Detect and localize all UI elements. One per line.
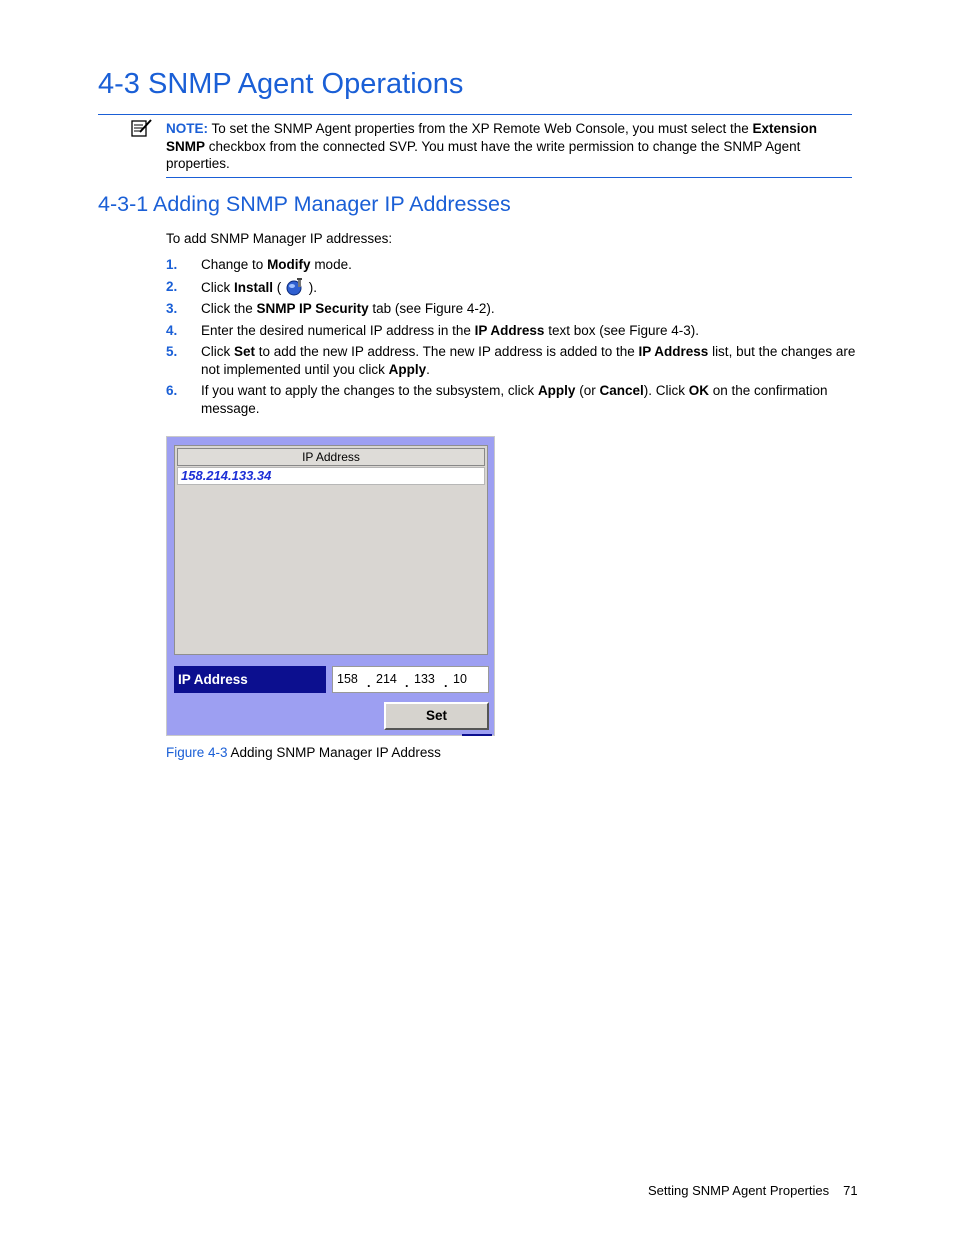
step-fragment: on the confirmation message. — [201, 383, 828, 416]
step-number: 2. — [166, 279, 178, 294]
note-text-1: To set the SNMP Agent properties from the XP Remote Web Console, you must select the — [208, 121, 753, 136]
page-footer — [648, 1183, 858, 1198]
step-fragment: tab (see Figure 4-2). — [368, 301, 495, 316]
note-text-2: checkbox from the connected SVP. You must have the write permission to change the SNMP Agent properties. — [166, 138, 801, 171]
step-fragment: Change to — [201, 257, 268, 272]
step-text — [201, 382, 858, 418]
ip-address-label: IP Address — [174, 666, 326, 693]
figure-screenshot — [166, 436, 495, 736]
heading-rule — [98, 114, 852, 115]
install-icon — [285, 278, 305, 296]
octet-separator: . — [405, 676, 409, 690]
ip-octet-4[interactable]: 10 — [453, 672, 467, 686]
note-rule — [166, 177, 852, 178]
step-bold: SNMP IP Security — [256, 301, 369, 316]
step-text — [201, 300, 858, 318]
step-text — [201, 343, 858, 379]
step-number: 3. — [166, 301, 178, 316]
note-paragraph — [166, 120, 846, 173]
footer-title: Setting SNMP Agent Properties — [648, 1183, 830, 1198]
step-fragment: Click — [201, 280, 234, 295]
step-bold: OK — [688, 383, 709, 398]
step-fragment: (or — [575, 383, 600, 398]
step-text — [201, 322, 858, 340]
step-fragment: mode. — [310, 257, 352, 272]
step-fragment: Click — [201, 344, 234, 359]
step-bold: IP Address — [638, 344, 709, 359]
figure-label: Figure 4-3 — [166, 745, 228, 760]
step-fragment: Click the — [201, 301, 257, 316]
step-bold: Modify — [267, 257, 311, 272]
note-icon — [131, 118, 153, 138]
octet-separator: . — [444, 676, 448, 690]
ip-octet-2[interactable]: 214 — [376, 672, 397, 686]
figure-caption-text: Adding SNMP Manager IP Address — [227, 745, 441, 760]
intro-text: To add SNMP Manager IP addresses: — [166, 231, 393, 246]
step-fragment: Enter the desired numerical IP address in the — [201, 323, 475, 338]
page-title: 4-3 SNMP Agent Operations — [98, 68, 464, 100]
step-number: 1. — [166, 257, 178, 272]
step-bold: Set — [234, 344, 256, 359]
note-label: NOTE: — [166, 121, 208, 136]
set-button[interactable]: Set — [384, 702, 489, 730]
octet-separator: . — [367, 676, 371, 690]
panel-edge — [462, 734, 492, 736]
step-text — [201, 278, 858, 297]
ip-address-input[interactable] — [332, 666, 489, 693]
list-column-header[interactable]: IP Address — [177, 448, 485, 466]
table-row[interactable]: 158.214.133.34 — [177, 467, 485, 485]
ip-address-list — [174, 445, 488, 655]
ip-octet-3[interactable]: 133 — [414, 672, 435, 686]
section-heading: 4-3-1 Adding SNMP Manager IP Addresses — [98, 192, 511, 216]
step-bold: Apply — [388, 362, 427, 377]
step-number: 6. — [166, 383, 178, 398]
step-fragment: . — [426, 362, 430, 377]
step-fragment: to add the new IP address. The new IP address is added to the — [255, 344, 639, 359]
step-number: 4. — [166, 323, 178, 338]
step-fragment: ( — [273, 280, 286, 295]
note-bold-1: Extension SNMP — [166, 121, 818, 154]
step-bold: Install — [234, 280, 274, 295]
figure-caption — [166, 745, 441, 760]
step-fragment: list, but the changes are not implemented until you click — [201, 344, 856, 377]
step-fragment: ). Click — [643, 383, 689, 398]
step-bold: IP Address — [474, 323, 545, 338]
step-text — [201, 256, 858, 274]
step-bold: Apply — [537, 383, 576, 398]
step-fragment: If you want to apply the changes to the subsystem, click — [201, 383, 538, 398]
page-number: 71 — [843, 1183, 858, 1198]
step-number: 5. — [166, 344, 178, 359]
step-fragment: text box (see Figure 4-3). — [544, 323, 700, 338]
step-fragment: ). — [305, 280, 318, 295]
step-bold: Cancel — [599, 383, 644, 398]
ip-octet-1[interactable]: 158 — [337, 672, 358, 686]
